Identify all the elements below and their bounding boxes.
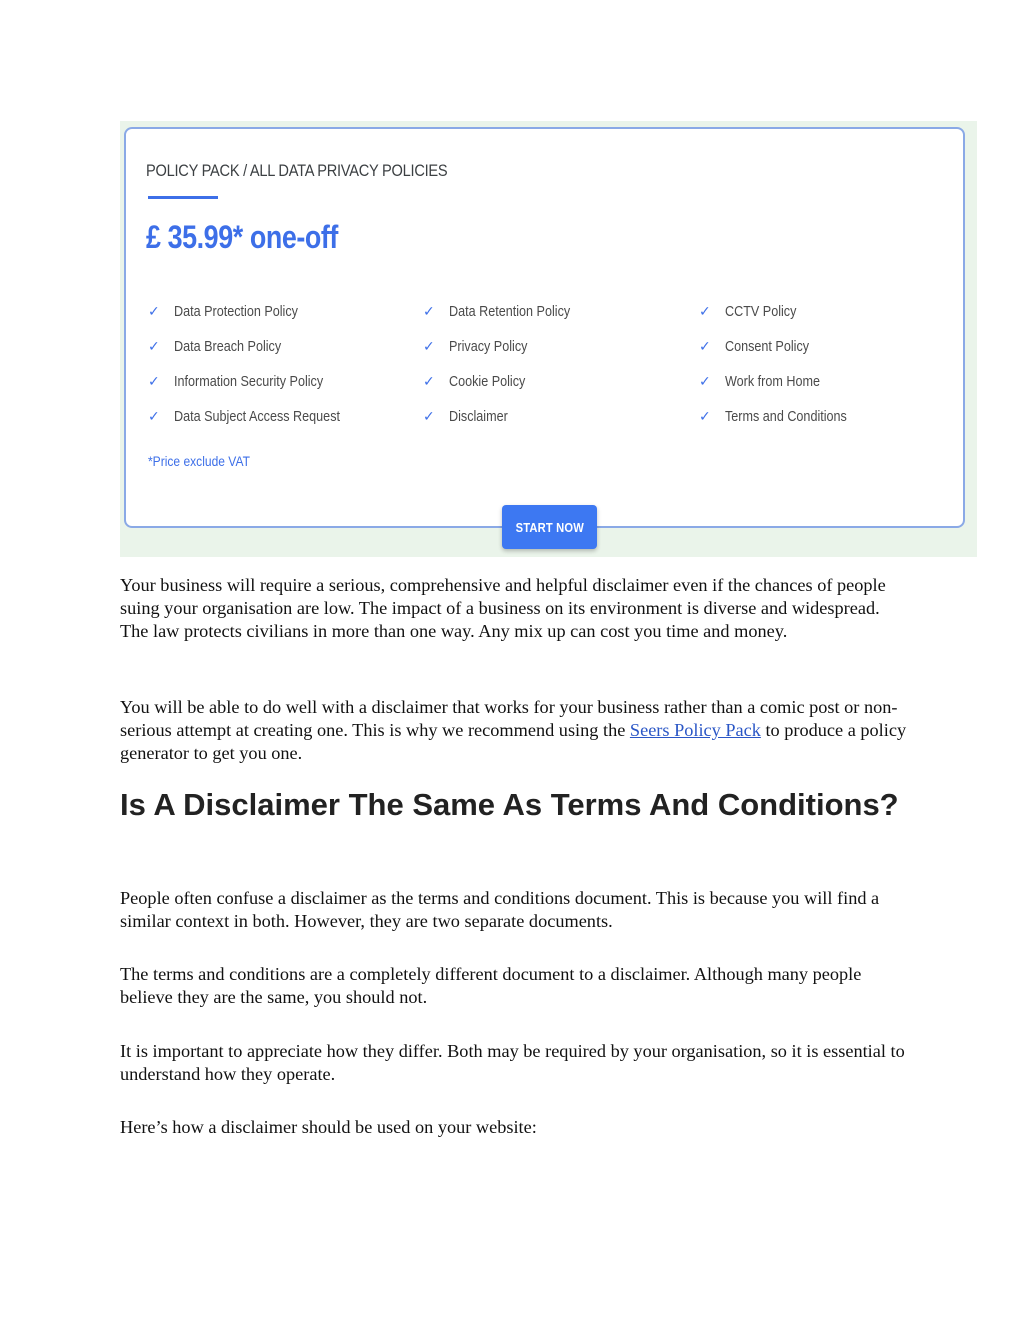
title-underline — [148, 196, 218, 199]
policy-item: ✓ Data Subject Access Request — [148, 408, 340, 425]
policy-pack-card — [124, 127, 965, 528]
policy-item: ✓ Work from Home — [699, 373, 820, 390]
policy-item: ✓ Disclaimer — [423, 408, 508, 425]
seers-policy-pack-link[interactable]: Seers Policy Pack — [629, 720, 761, 740]
policy-item: ✓ Privacy Policy — [423, 338, 528, 355]
check-icon: ✓ — [423, 408, 435, 424]
check-icon: ✓ — [148, 338, 160, 354]
policy-item: ✓ Cookie Policy — [423, 373, 526, 390]
check-icon: ✓ — [699, 338, 711, 354]
paragraph-3: People often confuse a disclaimer as the terms and conditions document. This is because you will find a similar context in both. However, they are two separate documents. — [120, 888, 880, 931]
pack-title: POLICY PACK / ALL DATA PRIVACY POLICIES — [146, 161, 448, 180]
check-icon: ✓ — [699, 408, 711, 424]
policy-pack-banner — [120, 121, 977, 557]
price-label: £ 35.99* one-off — [146, 219, 338, 255]
check-icon: ✓ — [148, 408, 160, 424]
policy-item: ✓ Information Security Policy — [148, 373, 324, 390]
policy-item: ✓ Data Breach Policy — [148, 338, 282, 355]
check-icon: ✓ — [699, 303, 711, 319]
vat-note: *Price exclude VAT — [148, 453, 250, 469]
paragraph-2: You will be able to do well with a disclaimer that works for your business rather than a comic post or non-serious attempt at creating one. This is why we recommend using the Seers Policy Pack to produce a policy generator to get you one. — [120, 697, 907, 763]
paragraph-1: Your business will require a serious, comprehensive and helpful disclaimer even if the chances of people suing your organisation are low. The impact of a business on its environment is diverse and widespread. The law protects civilians in more than one way. Any mix up can cost you time and money. — [120, 575, 886, 641]
check-icon: ✓ — [423, 373, 435, 389]
start-now-button[interactable]: START NOW — [502, 505, 597, 549]
check-icon: ✓ — [423, 338, 435, 354]
policy-item: ✓ Terms and Conditions — [699, 408, 847, 425]
policy-item: ✓ CCTV Policy — [699, 303, 797, 320]
paragraph-4: The terms and conditions are a completely different document to a disclaimer. Although many people believe they are the same, you should not. — [120, 964, 862, 1007]
check-icon: ✓ — [148, 303, 160, 319]
section-heading: Is A Disclaimer The Same As Terms And Conditions? — [120, 787, 899, 822]
policy-item: ✓ Consent Policy — [699, 338, 810, 355]
policy-item: ✓ Data Retention Policy — [423, 303, 571, 320]
check-icon: ✓ — [699, 373, 711, 389]
check-icon: ✓ — [148, 373, 160, 389]
policy-item: ✓ Data Protection Policy — [148, 303, 298, 320]
paragraph-6: Here’s how a disclaimer should be used on your website: — [120, 1117, 537, 1137]
check-icon: ✓ — [423, 303, 435, 319]
paragraph-5: It is important to appreciate how they differ. Both may be required by your organisation, so it is essential to understand how they operate. — [120, 1041, 905, 1084]
